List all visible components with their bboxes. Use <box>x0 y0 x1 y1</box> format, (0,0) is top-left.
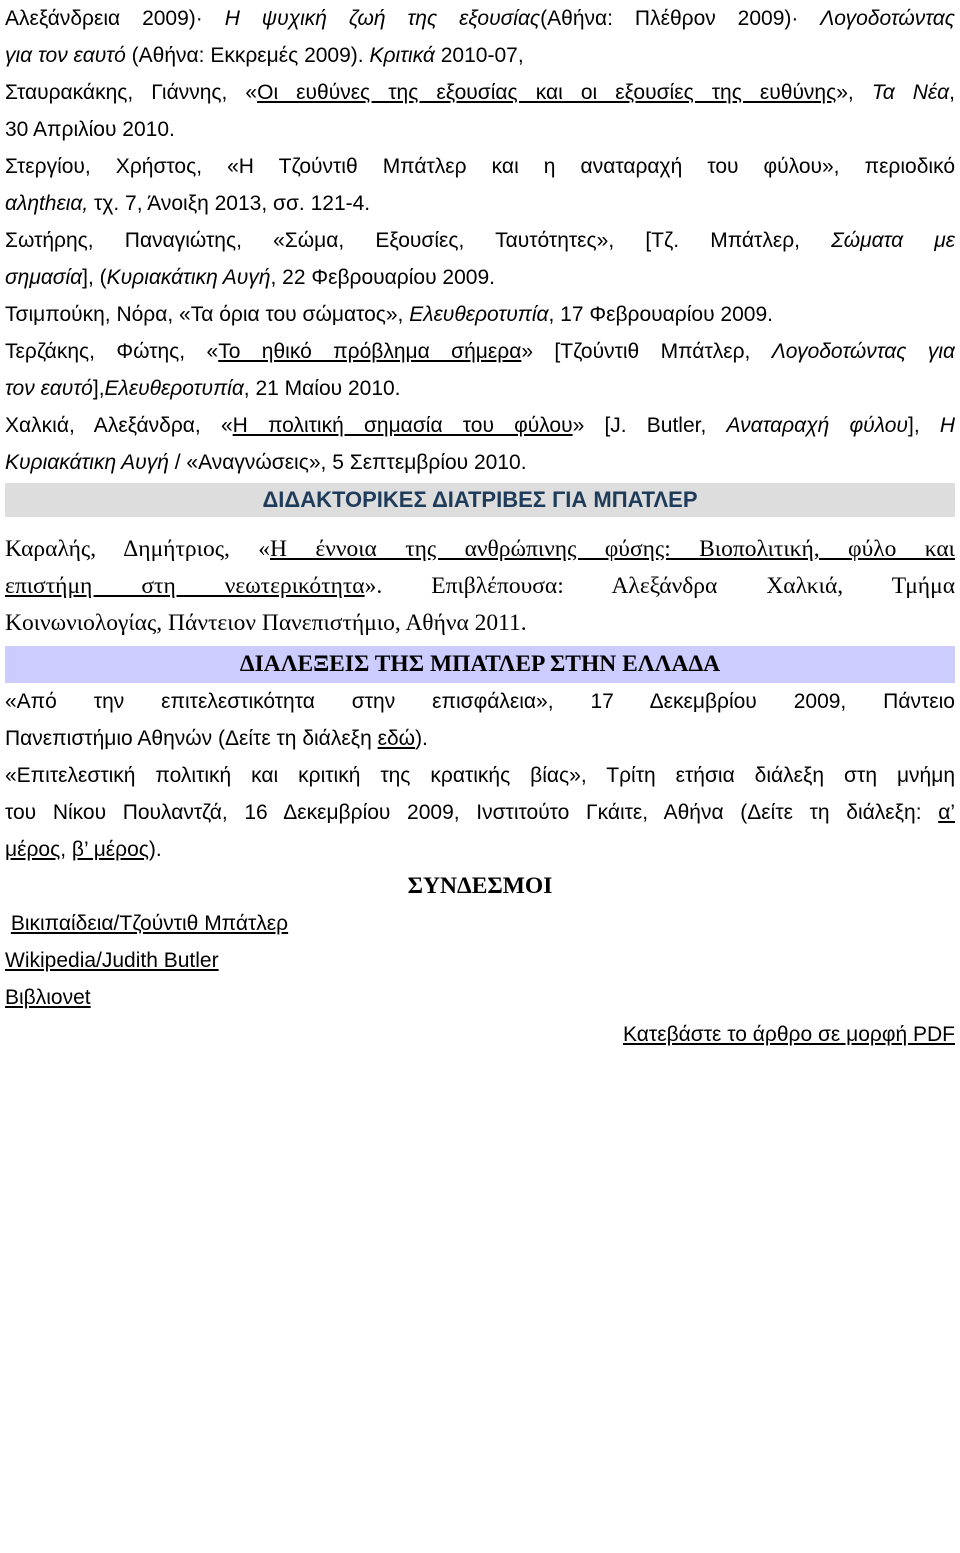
text: Κοινωνιολογίας, Πάντειον Πανεπιστήμιο, Αθήνα 2011. <box>5 610 527 636</box>
text: (Αθήνα: Εκκρεμές 2009). <box>125 44 370 67</box>
text: ], ( <box>82 266 107 289</box>
article-page <box>5 0 955 1053</box>
text: Σταυρακάκης, Γιάννης, « <box>5 81 258 104</box>
article-link[interactable]: Οι ευθύνες της εξουσίας και οι εξουσίες της ευθύνης <box>257 81 837 104</box>
text: (Αθήνα: Πλέθρον 2009)· <box>540 7 821 30</box>
download-row <box>5 1016 955 1053</box>
text: , 17 Φεβρουαρίου 2009. <box>548 303 773 326</box>
text: ». Επιβλέπουσα: Αλεξάνδρα Χαλκιά, Τμήμα <box>364 573 955 599</box>
text: Σωτήρης, Παναγιώτης, «Σώμα, Εξουσίες, Ταυτότητες», [Τζ. Μπάτλερ, <box>5 229 832 252</box>
text: Καραλής, Δημήτριος, « <box>5 536 270 562</box>
dissertation-line <box>5 568 955 605</box>
dissertation-line <box>5 605 955 642</box>
link-row <box>5 905 955 942</box>
newspaper-title: Τα Νέα <box>871 81 950 104</box>
text: Τερζάκης, Φώτης, « <box>5 340 219 363</box>
link-row <box>5 979 955 1016</box>
lecture-part-b-link[interactable]: β’ μέρος <box>71 838 149 861</box>
section-heading-links: ΣΥΝΔΕΣΜΟΙ <box>407 873 553 899</box>
lecture-line <box>5 720 955 757</box>
text: ). <box>148 838 162 861</box>
bibliography-line <box>5 185 955 222</box>
bibliography-line <box>5 37 955 74</box>
book-title: για τον εαυτό <box>5 44 126 67</box>
lecture-link[interactable]: εδώ <box>377 727 416 750</box>
section-heading-dissertations: ΔΙΔΑΚΤΟΡΙΚΕΣ ΔΙΑΤΡΙΒΕΣ ΓΙΑ ΜΠΑΤΛΕΡ <box>5 483 955 517</box>
link-wikipedia-greek[interactable]: Βικιπαίδεια/Τζούντιθ Μπάτλερ <box>10 912 289 935</box>
text: Αλεξάνδρεια 2009)· <box>5 7 225 30</box>
text: ], <box>907 414 940 437</box>
text: Χαλκιά, Αλεξάνδρα, « <box>5 414 233 437</box>
article-link[interactable]: Η πολιτική σημασία του φύλου <box>232 414 573 437</box>
text: ], <box>92 377 105 400</box>
book-title: Λογοδοτώντας <box>820 7 955 30</box>
journal-title: αληthεια, <box>5 192 89 215</box>
text: , <box>60 838 72 861</box>
link-biblionet[interactable]: Βιβλιονet <box>5 986 91 1009</box>
article-link[interactable]: Το ηθικό πρόβλημα σήμερα <box>218 340 522 363</box>
text: ). <box>415 727 428 750</box>
lecture-part-a-link[interactable]: μέρος <box>5 838 61 861</box>
text: , 22 Φεβρουαρίου 2009. <box>270 266 495 289</box>
text: 2010-07, <box>434 44 524 67</box>
book-title: Κριτικά <box>369 44 435 67</box>
bibliography-line <box>5 444 955 481</box>
text: Στεργίου, Χρήστος, «Η Τζούντιθ Μπάτλερ και η αναταραχή του φύλου», περιοδικό <box>5 155 955 178</box>
bibliography-line <box>5 222 955 259</box>
dissertation-link[interactable]: επιστήμη στη νεωτερικότητα <box>5 573 365 599</box>
newspaper-title: Κυριακάτικη Αυγή <box>106 266 271 289</box>
bibliography-line <box>5 0 955 37</box>
bibliography-line <box>5 111 955 148</box>
bibliography-line <box>5 333 955 370</box>
text: τχ. 7, Άνοιξη 2013, σσ. 121-4. <box>88 192 371 215</box>
text: «Από την επιτελεστικότητα στην επισφάλεια», 17 Δεκεμβρίου 2009, Πάντειο <box>5 690 955 713</box>
link-wikipedia-english[interactable]: Wikipedia/Judith Butler <box>5 949 219 972</box>
lecture-line <box>5 757 955 794</box>
book-title: Αναταραχή φύλου <box>726 414 908 437</box>
text: , <box>949 81 955 104</box>
lecture-line <box>5 831 955 868</box>
lecture-line <box>5 683 955 720</box>
dissertation-link[interactable]: Η έννοια της ανθρώπινης φύσης: Βιοπολιτική, φύλο και <box>270 536 955 562</box>
text: » [Τζούντιθ Μπάτλερ, <box>521 340 772 363</box>
book-title: Λογοδοτώντας για <box>771 340 955 363</box>
link-row <box>5 942 955 979</box>
text: «Επιτελεστική πολιτική και κριτική της κρατικής βίας», Τρίτη ετήσια διάλεξη στη μνήμη <box>5 764 955 787</box>
bibliography-line <box>5 148 955 185</box>
text: », <box>836 81 872 104</box>
text: του Νίκου Πουλαντζά, 16 Δεκεμβρίου 2009, Ινστιτούτο Γκάιτε, Αθήνα (Δείτε τη διάλεξη: <box>5 801 939 824</box>
newspaper-title: Κυριακάτικη Αυγή <box>5 451 169 474</box>
book-title: Σώματα με <box>831 229 955 252</box>
book-title: σημασία <box>5 266 83 289</box>
text: 30 Απριλίου 2010. <box>5 118 175 141</box>
text: » [J. Butler, <box>572 414 727 437</box>
lecture-part-a-link[interactable]: α’ <box>938 801 955 824</box>
lecture-line <box>5 794 955 831</box>
dissertation-line <box>5 531 955 568</box>
text: / «Αναγνώσεις», 5 Σεπτεμβρίου 2010. <box>168 451 527 474</box>
bibliography-line <box>5 259 955 296</box>
bibliography-line <box>5 370 955 407</box>
book-title: Η ψυχική ζωή της εξουσίας <box>224 7 541 30</box>
bibliography-line <box>5 407 955 444</box>
text: , 21 Μαίου 2010. <box>243 377 401 400</box>
newspaper-title: Η <box>939 414 955 437</box>
section-heading-lectures: ΔΙΑΛΕΞΕΙΣ ΤΗΣ ΜΠΑΤΛΕΡ ΣΤΗΝ ΕΛΛΑΔΑ <box>5 646 955 683</box>
text: Πανεπιστήμιο Αθηνών (Δείτε τη διάλεξη <box>5 727 378 750</box>
newspaper-title: Ελευθεροτυπία <box>104 377 244 400</box>
download-pdf-link[interactable]: Κατεβάστε το άρθρο σε μορφή PDF <box>623 1023 955 1046</box>
bibliography-line <box>5 74 955 111</box>
book-title: τον εαυτό <box>5 377 93 400</box>
bibliography-line <box>5 296 955 333</box>
newspaper-title: Ελευθεροτυπία <box>409 303 549 326</box>
text: Τσιμπούκη, Νόρα, «Τα όρια του σώματος», <box>5 303 410 326</box>
